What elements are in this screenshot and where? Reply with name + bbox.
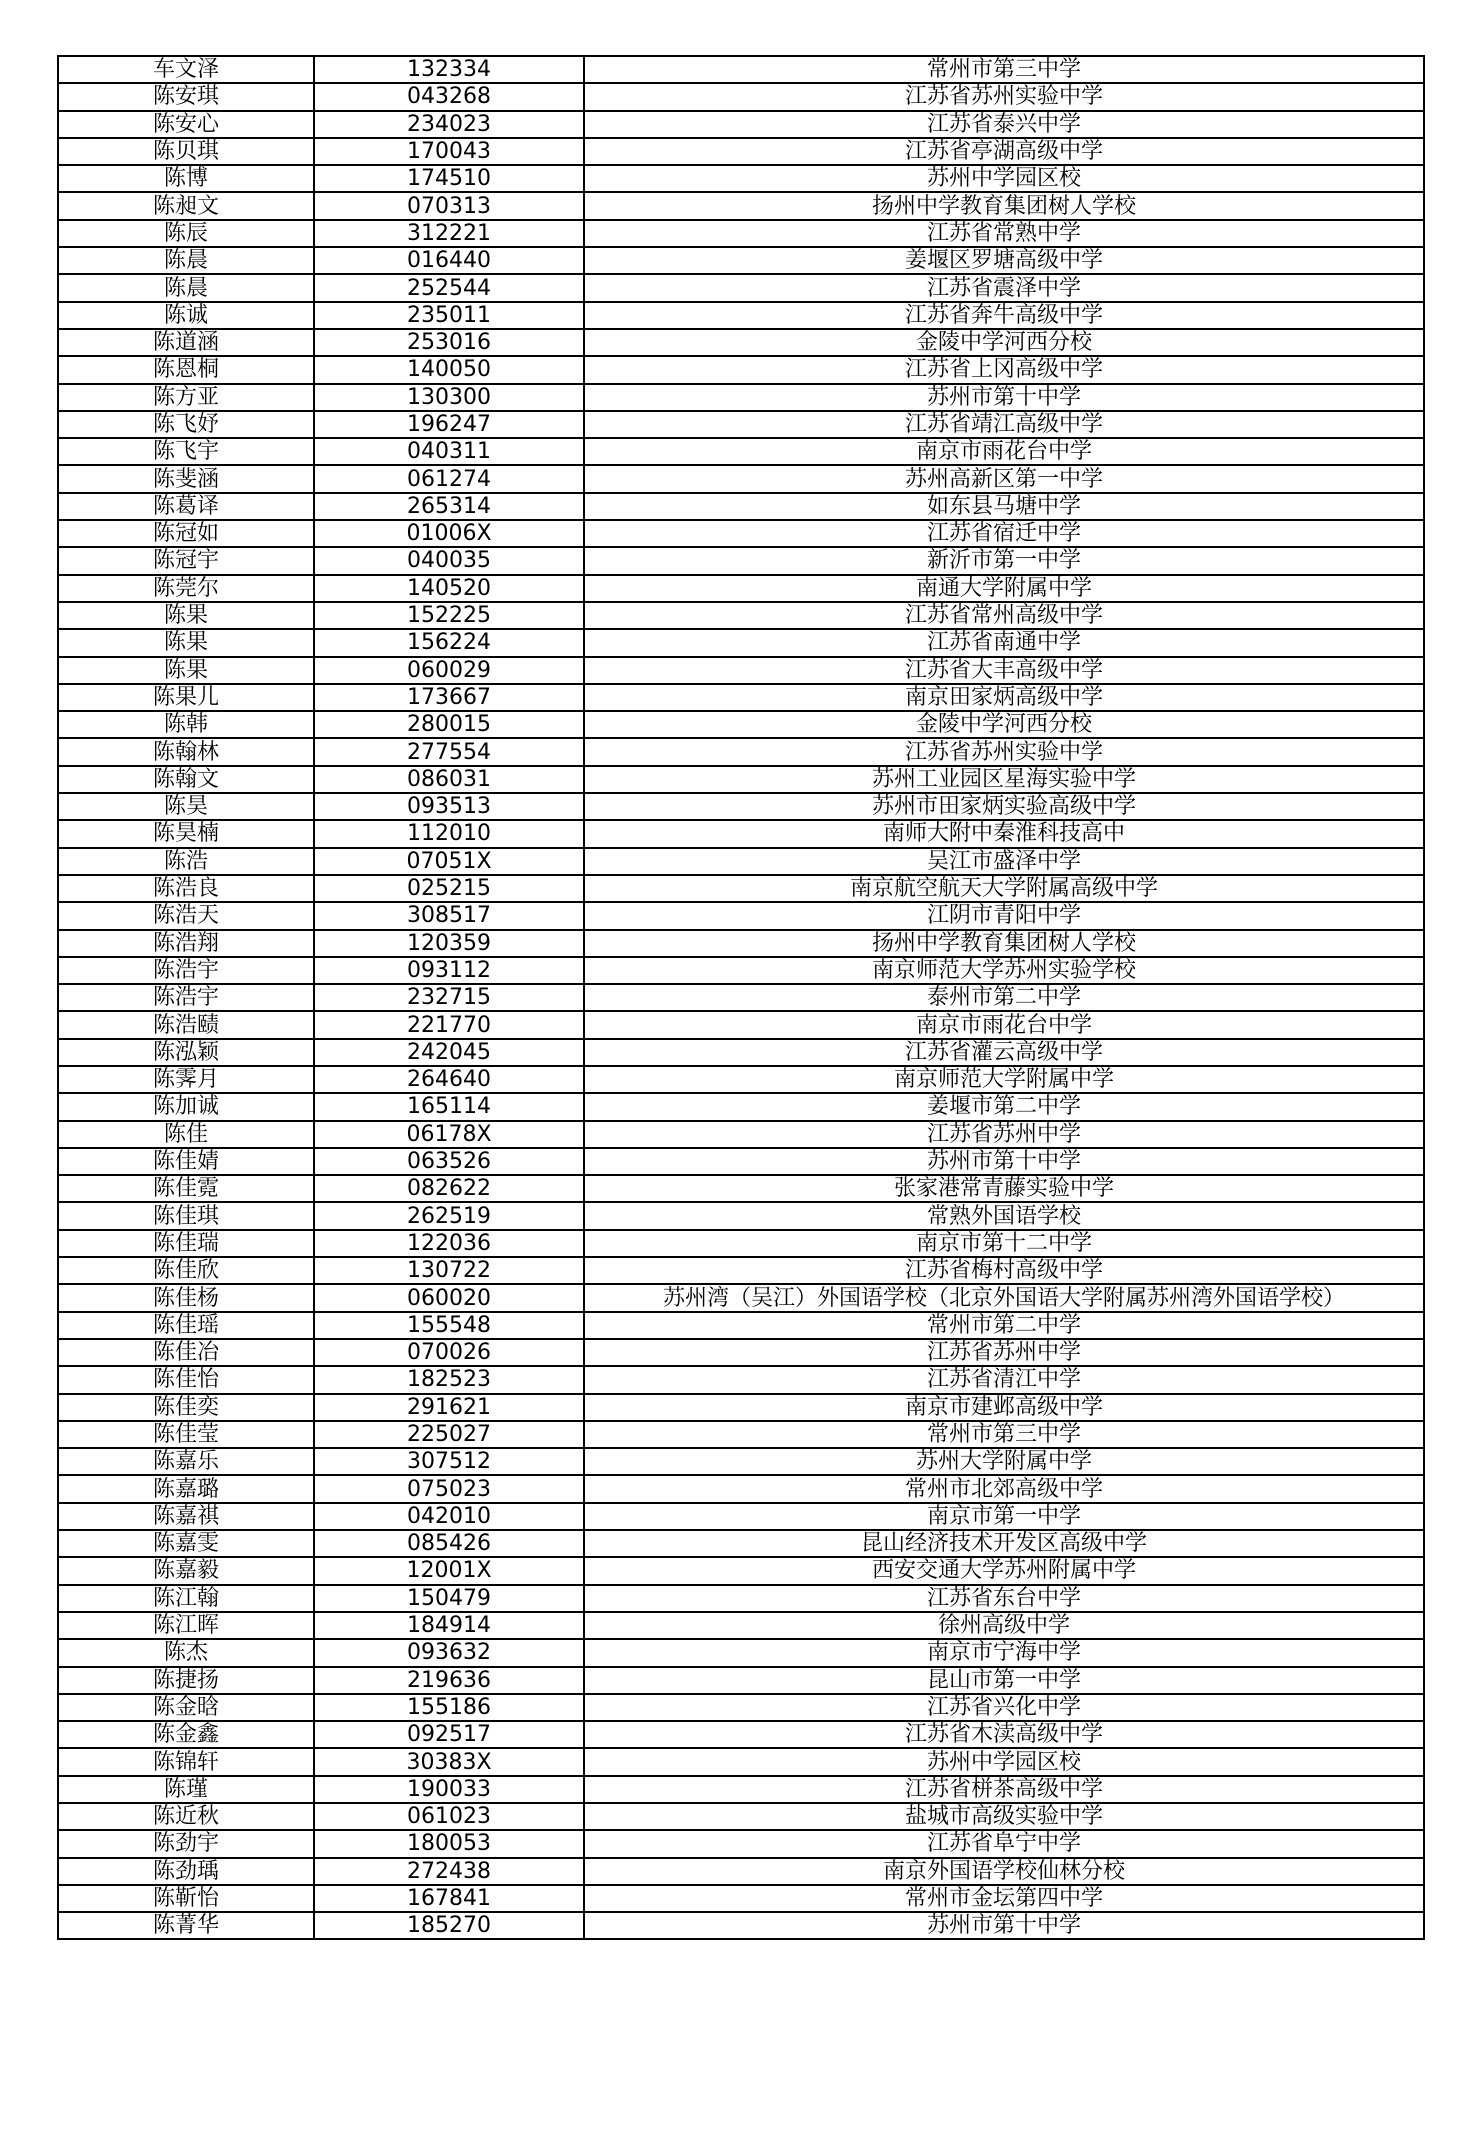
table-row xyxy=(58,1230,1424,1257)
student-id-cell: 235011 xyxy=(314,302,584,329)
table-row xyxy=(58,575,1424,602)
student-id-cell: 308517 xyxy=(314,902,584,929)
student-id-cell: 253016 xyxy=(314,329,584,356)
school-name-cell: 江苏省上冈高级中学 xyxy=(584,356,1424,383)
school-name-cell: 张家港常青藤实验中学 xyxy=(584,1175,1424,1202)
student-id-cell: 252544 xyxy=(314,274,584,301)
school-name-cell: 江苏省常州高级中学 xyxy=(584,602,1424,629)
table-row xyxy=(58,738,1424,765)
student-name-cell: 陈浩 xyxy=(58,848,314,875)
student-id-cell: 221770 xyxy=(314,1011,584,1038)
school-name-cell: 江苏省栟茶高级中学 xyxy=(584,1776,1424,1803)
school-name-cell: 江苏省木渎高级中学 xyxy=(584,1721,1424,1748)
student-id-cell: 061023 xyxy=(314,1803,584,1830)
school-name-cell: 姜堰区罗塘高级中学 xyxy=(584,247,1424,274)
table-row xyxy=(58,1748,1424,1775)
student-id-cell: 085426 xyxy=(314,1530,584,1557)
school-name-cell: 南京师范大学苏州实验学校 xyxy=(584,957,1424,984)
school-name-cell: 江苏省南通中学 xyxy=(584,629,1424,656)
student-name-cell: 陈飞宇 xyxy=(58,438,314,465)
student-name-cell: 陈嘉雯 xyxy=(58,1530,314,1557)
student-name-cell: 陈博 xyxy=(58,165,314,192)
school-name-cell: 江苏省苏州中学 xyxy=(584,1339,1424,1366)
school-name-cell: 江苏省兴化中学 xyxy=(584,1694,1424,1721)
school-name-cell: 苏州湾（吴江）外国语学校（北京外国语大学附属苏州湾外国语学校） xyxy=(584,1284,1424,1311)
student-id-cell: 092517 xyxy=(314,1721,584,1748)
school-name-cell: 如东县马塘中学 xyxy=(584,493,1424,520)
student-id-cell: 061274 xyxy=(314,465,584,492)
student-name-cell: 陈冠宇 xyxy=(58,547,314,574)
table-row xyxy=(58,1394,1424,1421)
table-row xyxy=(58,1557,1424,1584)
student-name-cell: 陈浩宇 xyxy=(58,957,314,984)
student-name-cell: 陈安心 xyxy=(58,111,314,138)
student-id-cell: 155548 xyxy=(314,1312,584,1339)
school-name-cell: 江苏省东台中学 xyxy=(584,1585,1424,1612)
student-id-cell: 291621 xyxy=(314,1394,584,1421)
table-row xyxy=(58,1639,1424,1666)
student-id-cell: 150479 xyxy=(314,1585,584,1612)
student-name-cell: 陈佳怡 xyxy=(58,1366,314,1393)
school-name-cell: 江苏省亭湖高级中学 xyxy=(584,138,1424,165)
school-name-cell: 苏州市第十中学 xyxy=(584,384,1424,411)
student-name-cell: 陈霁月 xyxy=(58,1066,314,1093)
table-row xyxy=(58,1667,1424,1694)
school-name-cell: 江苏省阜宁中学 xyxy=(584,1830,1424,1857)
student-id-cell: 122036 xyxy=(314,1230,584,1257)
student-name-cell: 陈嘉乐 xyxy=(58,1448,314,1475)
student-name-cell: 陈方亚 xyxy=(58,384,314,411)
school-name-cell: 江苏省常熟中学 xyxy=(584,220,1424,247)
table-row xyxy=(58,1776,1424,1803)
table-row xyxy=(58,1093,1424,1120)
table-row xyxy=(58,1885,1424,1912)
table-row xyxy=(58,875,1424,902)
student-id-cell: 312221 xyxy=(314,220,584,247)
table-row xyxy=(58,1148,1424,1175)
student-table xyxy=(57,55,1425,1940)
student-id-cell: 167841 xyxy=(314,1885,584,1912)
table-row xyxy=(58,165,1424,192)
student-name-cell: 陈佳瑶 xyxy=(58,1312,314,1339)
student-name-cell: 陈菁华 xyxy=(58,1912,314,1939)
school-name-cell: 江苏省清江中学 xyxy=(584,1366,1424,1393)
table-row xyxy=(58,356,1424,383)
student-id-cell: 264640 xyxy=(314,1066,584,1093)
student-id-cell: 132334 xyxy=(314,56,584,83)
student-name-cell: 陈嘉祺 xyxy=(58,1503,314,1530)
table-row xyxy=(58,602,1424,629)
table-row xyxy=(58,1721,1424,1748)
table-row xyxy=(58,1830,1424,1857)
table-row xyxy=(58,1257,1424,1284)
school-name-cell: 南京师范大学附属中学 xyxy=(584,1066,1424,1093)
student-name-cell: 陈佳瑞 xyxy=(58,1230,314,1257)
school-name-cell: 徐州高级中学 xyxy=(584,1612,1424,1639)
table-row xyxy=(58,1503,1424,1530)
school-name-cell: 南京市雨花台中学 xyxy=(584,438,1424,465)
student-id-cell: 086031 xyxy=(314,766,584,793)
school-name-cell: 苏州高新区第一中学 xyxy=(584,465,1424,492)
school-name-cell: 苏州市田家炳实验高级中学 xyxy=(584,793,1424,820)
table-row xyxy=(58,984,1424,1011)
student-id-cell: 043268 xyxy=(314,83,584,110)
student-name-cell: 陈佳欣 xyxy=(58,1257,314,1284)
student-name-cell: 陈果 xyxy=(58,657,314,684)
table-row xyxy=(58,329,1424,356)
school-name-cell: 江苏省靖江高级中学 xyxy=(584,411,1424,438)
school-name-cell: 南师大附中秦淮科技高中 xyxy=(584,820,1424,847)
student-name-cell: 陈浩翔 xyxy=(58,930,314,957)
student-id-cell: 242045 xyxy=(314,1039,584,1066)
school-name-cell: 苏州市第十中学 xyxy=(584,1912,1424,1939)
table-row xyxy=(58,1475,1424,1502)
table-row xyxy=(58,711,1424,738)
school-name-cell: 江苏省大丰高级中学 xyxy=(584,657,1424,684)
student-id-cell: 140050 xyxy=(314,356,584,383)
table-row xyxy=(58,465,1424,492)
school-name-cell: 南京市建邺高级中学 xyxy=(584,1394,1424,1421)
student-name-cell: 陈瑾 xyxy=(58,1776,314,1803)
student-id-cell: 190033 xyxy=(314,1776,584,1803)
student-id-cell: 042010 xyxy=(314,1503,584,1530)
table-row xyxy=(58,1421,1424,1448)
student-name-cell: 陈浩赜 xyxy=(58,1011,314,1038)
table-row xyxy=(58,657,1424,684)
student-name-cell: 陈锦轩 xyxy=(58,1748,314,1775)
student-id-cell: 040311 xyxy=(314,438,584,465)
table-row xyxy=(58,411,1424,438)
table-row xyxy=(58,848,1424,875)
student-id-cell: 12001X xyxy=(314,1557,584,1584)
table-row xyxy=(58,247,1424,274)
table-row xyxy=(58,1284,1424,1311)
school-name-cell: 江苏省灌云高级中学 xyxy=(584,1039,1424,1066)
student-id-cell: 225027 xyxy=(314,1421,584,1448)
table-row xyxy=(58,1121,1424,1148)
school-name-cell: 金陵中学河西分校 xyxy=(584,329,1424,356)
student-id-cell: 219636 xyxy=(314,1667,584,1694)
table-row xyxy=(58,520,1424,547)
student-name-cell: 陈佳霓 xyxy=(58,1175,314,1202)
student-id-cell: 082622 xyxy=(314,1175,584,1202)
table-row xyxy=(58,547,1424,574)
student-table-body xyxy=(58,56,1424,1939)
student-name-cell: 陈佳冶 xyxy=(58,1339,314,1366)
school-name-cell: 南京市第一中学 xyxy=(584,1503,1424,1530)
table-row xyxy=(58,629,1424,656)
table-row xyxy=(58,1339,1424,1366)
school-name-cell: 南京市宁海中学 xyxy=(584,1639,1424,1666)
student-name-cell: 陈劲瑀 xyxy=(58,1858,314,1885)
student-name-cell: 陈晨 xyxy=(58,274,314,301)
table-row xyxy=(58,793,1424,820)
student-name-cell: 陈果 xyxy=(58,602,314,629)
table-row xyxy=(58,1803,1424,1830)
student-name-cell: 陈劲宇 xyxy=(58,1830,314,1857)
student-id-cell: 265314 xyxy=(314,493,584,520)
school-name-cell: 吴江市盛泽中学 xyxy=(584,848,1424,875)
table-row xyxy=(58,302,1424,329)
table-row xyxy=(58,83,1424,110)
student-id-cell: 040035 xyxy=(314,547,584,574)
table-row xyxy=(58,684,1424,711)
school-name-cell: 苏州中学园区校 xyxy=(584,1748,1424,1775)
student-name-cell: 陈嘉璐 xyxy=(58,1475,314,1502)
student-name-cell: 陈靳怡 xyxy=(58,1885,314,1912)
student-id-cell: 070313 xyxy=(314,192,584,219)
school-name-cell: 姜堰市第二中学 xyxy=(584,1093,1424,1120)
school-name-cell: 常熟外国语学校 xyxy=(584,1202,1424,1229)
student-id-cell: 30383X xyxy=(314,1748,584,1775)
school-name-cell: 苏州大学附属中学 xyxy=(584,1448,1424,1475)
student-id-cell: 130722 xyxy=(314,1257,584,1284)
student-id-cell: 093513 xyxy=(314,793,584,820)
student-name-cell: 陈江翰 xyxy=(58,1585,314,1612)
student-id-cell: 232715 xyxy=(314,984,584,1011)
student-id-cell: 060020 xyxy=(314,1284,584,1311)
student-name-cell: 陈杰 xyxy=(58,1639,314,1666)
student-id-cell: 165114 xyxy=(314,1093,584,1120)
table-row xyxy=(58,192,1424,219)
table-row xyxy=(58,1366,1424,1393)
student-name-cell: 陈佳 xyxy=(58,1121,314,1148)
student-name-cell: 陈泓颖 xyxy=(58,1039,314,1066)
student-name-cell: 陈诚 xyxy=(58,302,314,329)
table-row xyxy=(58,1612,1424,1639)
table-row xyxy=(58,1011,1424,1038)
student-id-cell: 130300 xyxy=(314,384,584,411)
table-row xyxy=(58,56,1424,83)
student-name-cell: 车文泽 xyxy=(58,56,314,83)
table-row xyxy=(58,493,1424,520)
student-id-cell: 016440 xyxy=(314,247,584,274)
student-name-cell: 陈昊楠 xyxy=(58,820,314,847)
school-name-cell: 新沂市第一中学 xyxy=(584,547,1424,574)
school-name-cell: 江苏省苏州实验中学 xyxy=(584,738,1424,765)
school-name-cell: 南京市第十二中学 xyxy=(584,1230,1424,1257)
student-id-cell: 140520 xyxy=(314,575,584,602)
table-row xyxy=(58,820,1424,847)
table-row xyxy=(58,1448,1424,1475)
student-name-cell: 陈飞妤 xyxy=(58,411,314,438)
student-name-cell: 陈果 xyxy=(58,629,314,656)
school-name-cell: 西安交通大学苏州附属中学 xyxy=(584,1557,1424,1584)
student-name-cell: 陈莞尔 xyxy=(58,575,314,602)
student-name-cell: 陈辰 xyxy=(58,220,314,247)
student-id-cell: 060029 xyxy=(314,657,584,684)
student-id-cell: 180053 xyxy=(314,1830,584,1857)
student-id-cell: 280015 xyxy=(314,711,584,738)
student-name-cell: 陈捷扬 xyxy=(58,1667,314,1694)
student-name-cell: 陈晨 xyxy=(58,247,314,274)
table-row xyxy=(58,111,1424,138)
school-name-cell: 南京市雨花台中学 xyxy=(584,1011,1424,1038)
table-row xyxy=(58,220,1424,247)
student-id-cell: 196247 xyxy=(314,411,584,438)
student-id-cell: 272438 xyxy=(314,1858,584,1885)
student-id-cell: 173667 xyxy=(314,684,584,711)
table-row xyxy=(58,1858,1424,1885)
student-name-cell: 陈浩天 xyxy=(58,902,314,929)
student-name-cell: 陈嘉毅 xyxy=(58,1557,314,1584)
table-row xyxy=(58,1175,1424,1202)
table-row xyxy=(58,1694,1424,1721)
student-name-cell: 陈果儿 xyxy=(58,684,314,711)
student-name-cell: 陈昶文 xyxy=(58,192,314,219)
student-name-cell: 陈佳莹 xyxy=(58,1421,314,1448)
student-name-cell: 陈冠如 xyxy=(58,520,314,547)
school-name-cell: 金陵中学河西分校 xyxy=(584,711,1424,738)
school-name-cell: 盐城市高级实验中学 xyxy=(584,1803,1424,1830)
table-row xyxy=(58,1066,1424,1093)
student-name-cell: 陈金晗 xyxy=(58,1694,314,1721)
student-name-cell: 陈佳婧 xyxy=(58,1148,314,1175)
student-id-cell: 170043 xyxy=(314,138,584,165)
student-name-cell: 陈斐涵 xyxy=(58,465,314,492)
school-name-cell: 昆山经济技术开发区高级中学 xyxy=(584,1530,1424,1557)
student-id-cell: 01006X xyxy=(314,520,584,547)
school-name-cell: 江苏省泰兴中学 xyxy=(584,111,1424,138)
student-id-cell: 262519 xyxy=(314,1202,584,1229)
student-name-cell: 陈江晖 xyxy=(58,1612,314,1639)
table-row xyxy=(58,384,1424,411)
student-name-cell: 陈佳琪 xyxy=(58,1202,314,1229)
table-row xyxy=(58,930,1424,957)
table-row xyxy=(58,1039,1424,1066)
student-name-cell: 陈葛译 xyxy=(58,493,314,520)
student-id-cell: 093112 xyxy=(314,957,584,984)
student-name-cell: 陈安琪 xyxy=(58,83,314,110)
school-name-cell: 泰州市第二中学 xyxy=(584,984,1424,1011)
table-row xyxy=(58,957,1424,984)
school-name-cell: 常州市北郊高级中学 xyxy=(584,1475,1424,1502)
school-name-cell: 常州市第二中学 xyxy=(584,1312,1424,1339)
school-name-cell: 江苏省苏州实验中学 xyxy=(584,83,1424,110)
school-name-cell: 南通大学附属中学 xyxy=(584,575,1424,602)
table-row xyxy=(58,438,1424,465)
student-id-cell: 174510 xyxy=(314,165,584,192)
table-row xyxy=(58,1585,1424,1612)
student-name-cell: 陈贝琪 xyxy=(58,138,314,165)
student-id-cell: 063526 xyxy=(314,1148,584,1175)
table-row xyxy=(58,902,1424,929)
table-row xyxy=(58,138,1424,165)
student-name-cell: 陈佳奕 xyxy=(58,1394,314,1421)
school-name-cell: 扬州中学教育集团树人学校 xyxy=(584,192,1424,219)
student-name-cell: 陈恩桐 xyxy=(58,356,314,383)
school-name-cell: 江苏省宿迁中学 xyxy=(584,520,1424,547)
student-name-cell: 陈浩宇 xyxy=(58,984,314,1011)
table-row xyxy=(58,766,1424,793)
student-id-cell: 06178X xyxy=(314,1121,584,1148)
table-row xyxy=(58,1530,1424,1557)
student-id-cell: 185270 xyxy=(314,1912,584,1939)
student-name-cell: 陈近秋 xyxy=(58,1803,314,1830)
student-id-cell: 182523 xyxy=(314,1366,584,1393)
student-id-cell: 112010 xyxy=(314,820,584,847)
student-id-cell: 277554 xyxy=(314,738,584,765)
table-row xyxy=(58,1912,1424,1939)
student-id-cell: 093632 xyxy=(314,1639,584,1666)
school-name-cell: 常州市第三中学 xyxy=(584,56,1424,83)
student-id-cell: 025215 xyxy=(314,875,584,902)
student-id-cell: 070026 xyxy=(314,1339,584,1366)
school-name-cell: 南京外国语学校仙林分校 xyxy=(584,1858,1424,1885)
school-name-cell: 苏州工业园区星海实验中学 xyxy=(584,766,1424,793)
school-name-cell: 苏州中学园区校 xyxy=(584,165,1424,192)
school-name-cell: 江苏省震泽中学 xyxy=(584,274,1424,301)
school-name-cell: 常州市金坛第四中学 xyxy=(584,1885,1424,1912)
school-name-cell: 昆山市第一中学 xyxy=(584,1667,1424,1694)
school-name-cell: 江苏省梅村高级中学 xyxy=(584,1257,1424,1284)
student-name-cell: 陈佳杨 xyxy=(58,1284,314,1311)
student-name-cell: 陈道涵 xyxy=(58,329,314,356)
school-name-cell: 南京田家炳高级中学 xyxy=(584,684,1424,711)
student-id-cell: 156224 xyxy=(314,629,584,656)
student-id-cell: 152225 xyxy=(314,602,584,629)
table-row xyxy=(58,1312,1424,1339)
school-name-cell: 常州市第三中学 xyxy=(584,1421,1424,1448)
student-id-cell: 120359 xyxy=(314,930,584,957)
student-name-cell: 陈韩 xyxy=(58,711,314,738)
student-name-cell: 陈昊 xyxy=(58,793,314,820)
student-name-cell: 陈金鑫 xyxy=(58,1721,314,1748)
school-name-cell: 江苏省奔牛高级中学 xyxy=(584,302,1424,329)
school-name-cell: 扬州中学教育集团树人学校 xyxy=(584,930,1424,957)
student-id-cell: 307512 xyxy=(314,1448,584,1475)
student-id-cell: 155186 xyxy=(314,1694,584,1721)
school-name-cell: 江阴市青阳中学 xyxy=(584,902,1424,929)
student-name-cell: 陈翰文 xyxy=(58,766,314,793)
student-id-cell: 07051X xyxy=(314,848,584,875)
student-name-cell: 陈浩良 xyxy=(58,875,314,902)
school-name-cell: 苏州市第十中学 xyxy=(584,1148,1424,1175)
student-id-cell: 184914 xyxy=(314,1612,584,1639)
table-row xyxy=(58,274,1424,301)
school-name-cell: 南京航空航天大学附属高级中学 xyxy=(584,875,1424,902)
table-row xyxy=(58,1202,1424,1229)
student-id-cell: 075023 xyxy=(314,1475,584,1502)
school-name-cell: 江苏省苏州中学 xyxy=(584,1121,1424,1148)
student-name-cell: 陈加诚 xyxy=(58,1093,314,1120)
student-name-cell: 陈翰林 xyxy=(58,738,314,765)
student-id-cell: 234023 xyxy=(314,111,584,138)
